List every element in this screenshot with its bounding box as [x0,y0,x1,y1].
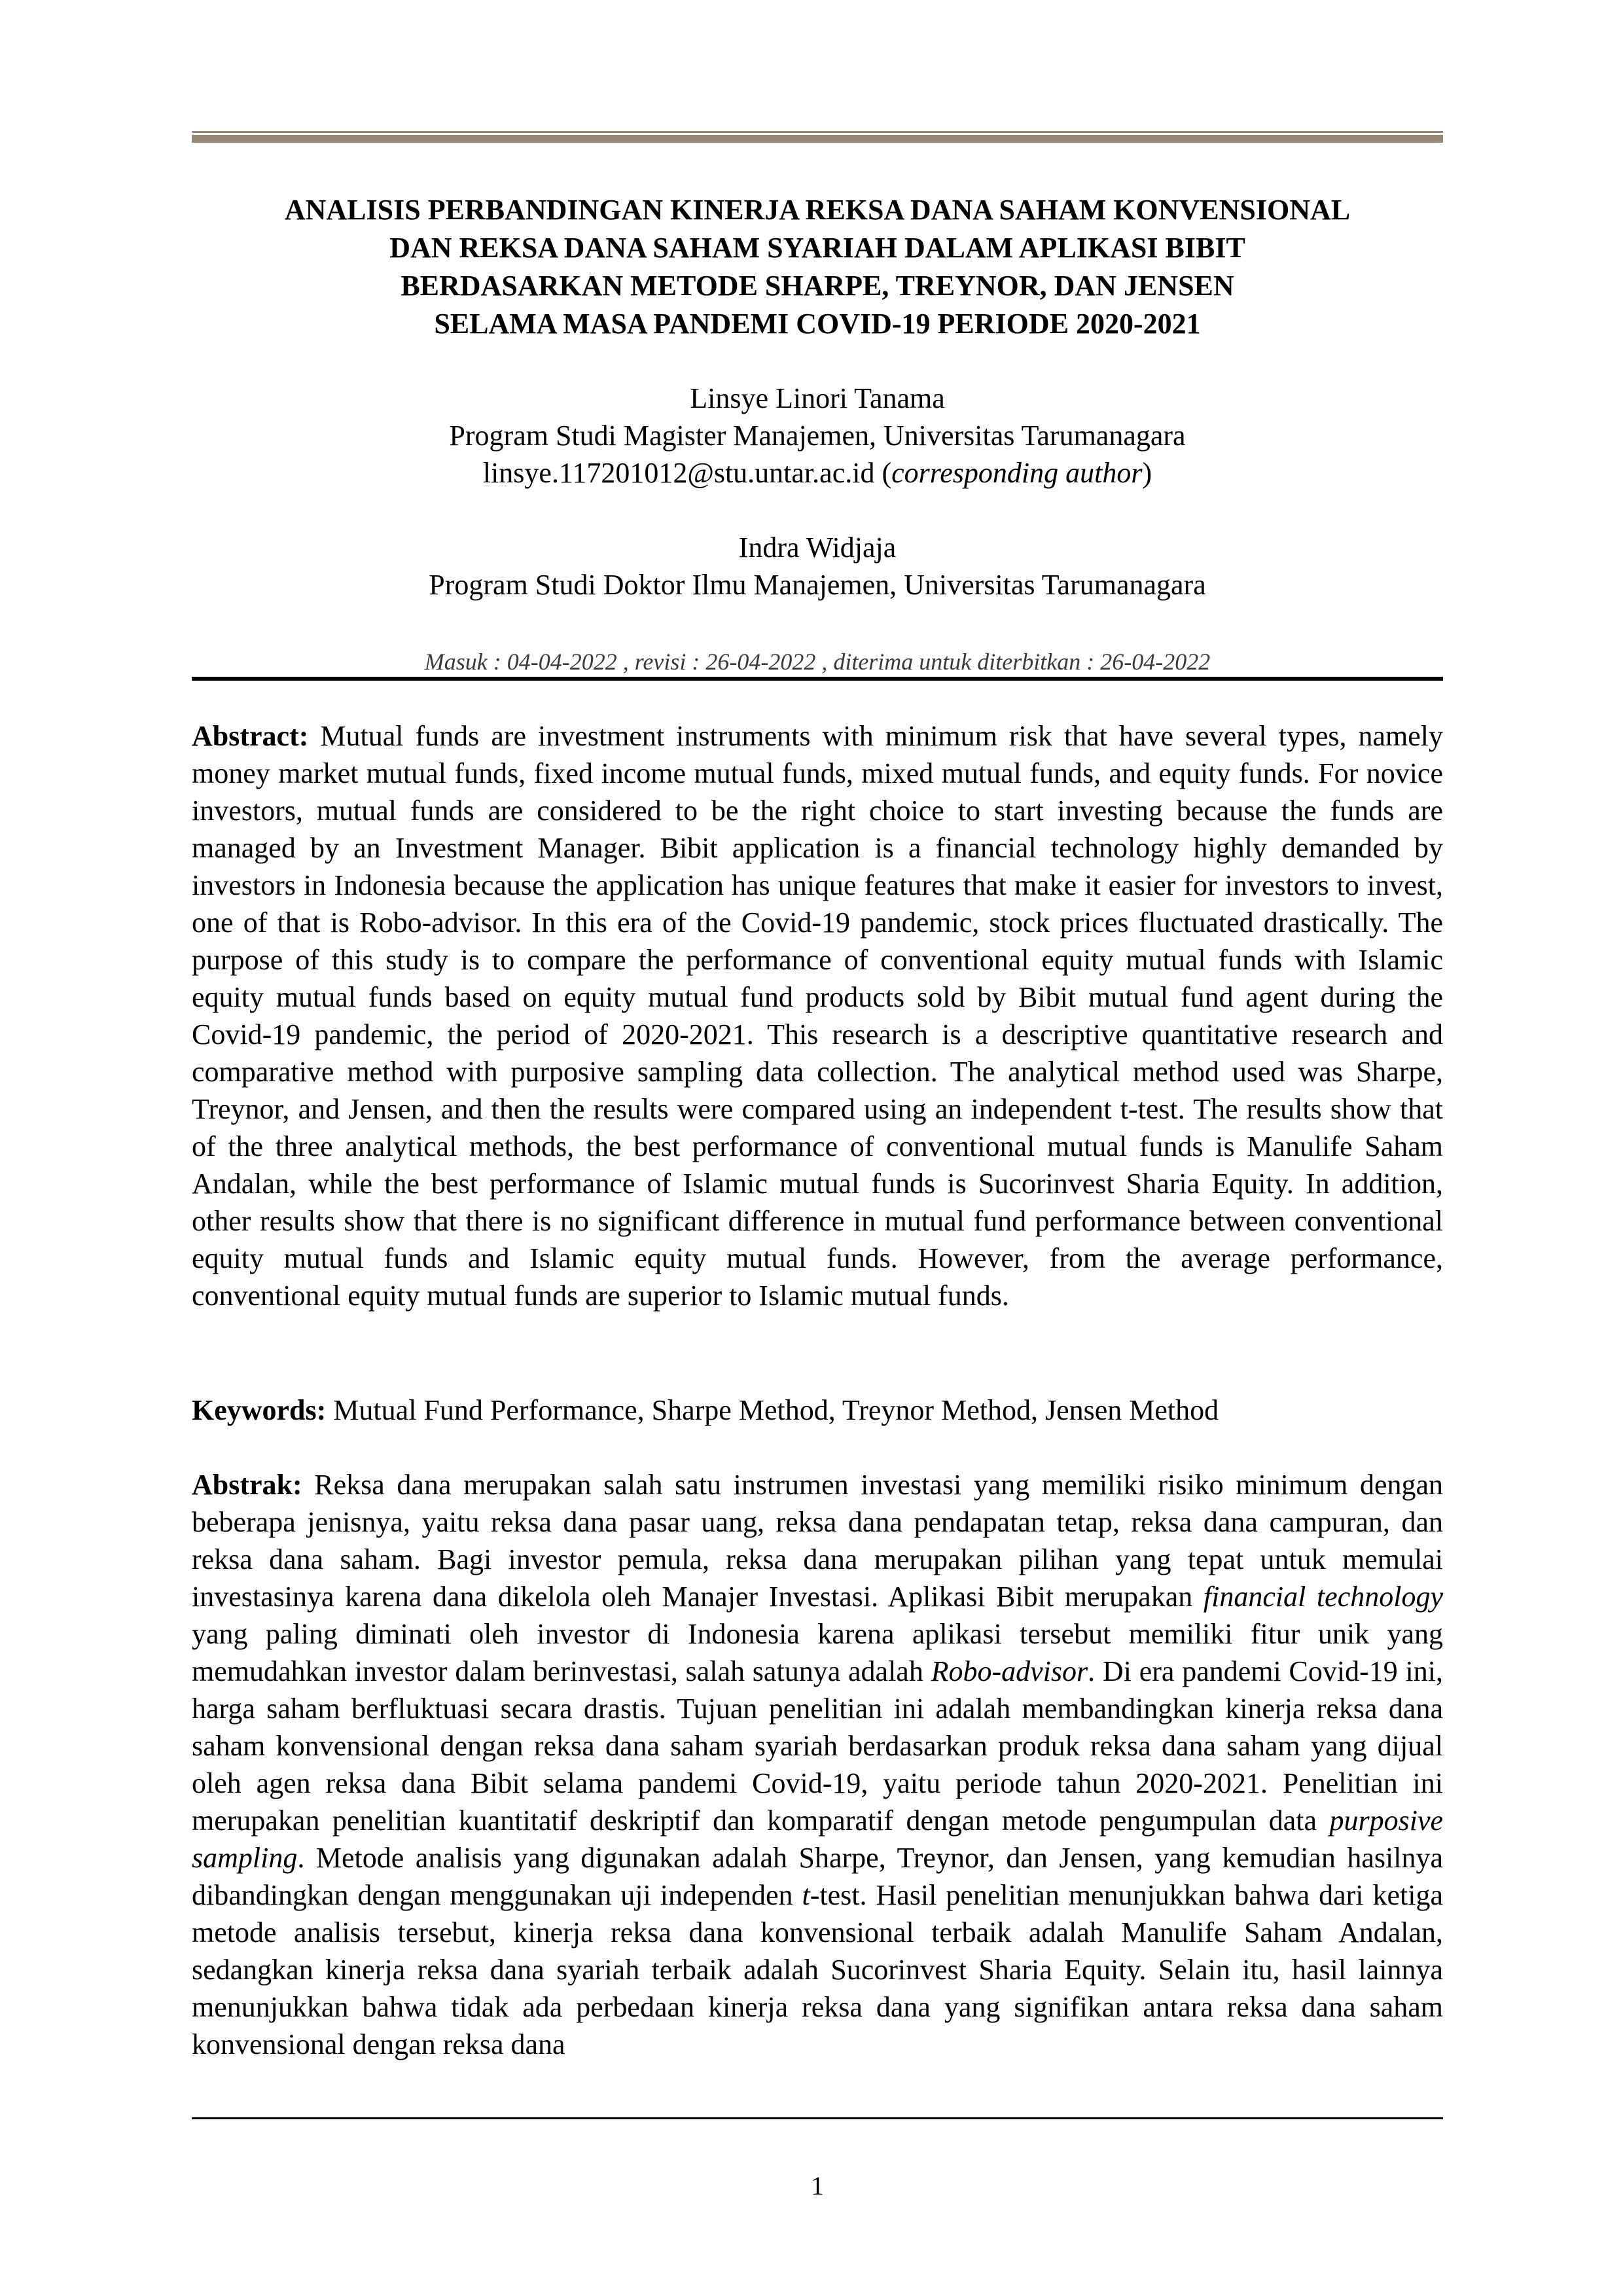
abstrak-italic-term: purposive sampling [192,1804,1443,1874]
paren-open: ( [874,457,892,489]
abstrak-text: yang paling diminati oleh investor di Indonesia karena aplikasi tersebut memiliki fitur unik yang memudahkan investor dalam berinvestasi, salah satunya adalah [192,1618,1443,1687]
abstrak-text: . Metode analisis yang digunakan adalah Sharpe, Treynor, dan Jensen, yang kemudian hasilnya dibandingkan dengan menggunakan uji independen [192,1842,1443,1911]
keywords [192,1391,1443,1429]
footer-rule [192,2117,1443,2119]
title-line: SELAMA MASA PANDEMI COVID-19 PERIODE 2020-2021 [434,308,1201,340]
abstract-text: Mutual funds are investment instruments with minimum risk that have several types, namely money market mutual funds, fixed income mutual funds, mixed mutual funds, and equity funds. For novice investors, mutual funds are considered to be the right choice to start investing because the funds are managed by an Investment Manager. Bibit application is a financial technology highly demanded by investors in Indonesia because the application has unique features that make it easier for investors to invest, one of that is Robo-advisor. In this era of the Covid-19 pandemic, stock prices fluctuated drastically. The purpose of this study is to compare the performance of conventional equity mutual funds with Islamic equity mutual funds based on equity mutual fund products sold by Bibit mutual fund agent during the Covid-19 pandemic, the period of 2020-2021. This research is a descriptive quantitative research and comparative method with purposive sampling data collection. The analytical method used was Sharpe, Treynor, and Jensen, and then the results were compared using an independent t-test. The results show that of the three analytical methods, the best performance of conventional mutual funds is Manulife Saham Andalan, while the best performance of Islamic mutual funds is Sucorinvest Sharia Equity. In addition, other results show that there is no significant difference in mutual fund performance between conventional equity mutual funds and Islamic equity mutual funds. However, from the average performance, conventional equity mutual funds are superior to Islamic mutual funds. [192,720,1443,1312]
keywords-text: Mutual Fund Performance, Sharpe Method, Treynor Method, Jensen Method [326,1394,1219,1426]
paren-close: ) [1142,457,1152,489]
header-separator-rule [192,677,1443,681]
author-affiliation: Program Studi Magister Manajemen, Universitas Tarumanagara [449,420,1186,452]
abstrak-italic-term: financial technology [1203,1581,1443,1613]
title-line: DAN REKSA DANA SAHAM SYARIAH DALAM APLIKASI BIBIT [389,232,1245,264]
abstrak-label: Abstrak: [192,1469,302,1501]
author-email-line [192,454,1443,492]
abstrak-italic-term: t [802,1879,810,1911]
author-block [192,380,1443,603]
header-rule-thin [192,131,1443,133]
abstract-english [192,717,1443,1314]
corresponding-author-note: corresponding author [891,457,1143,489]
abstrak-italic-term: Robo-advisor [931,1655,1088,1687]
title-line: ANALISIS PERBANDINGAN KINERJA REKSA DANA SAHAM KONVENSIONAL [284,194,1351,226]
paper-title [192,191,1443,343]
abstract-label: Abstract: [192,720,309,752]
abstract-indonesian [192,1466,1443,2063]
page-number: 1 [811,2171,824,2200]
abstrak-text: Reksa dana merupakan salah satu instrumen investasi yang memiliki risiko minimum dengan beberapa jenisnya, yaitu reksa dana pasar uang, reksa dana pendapatan tetap, reksa dana campuran, dan reksa dana saham. Bagi investor pemula, reksa dana merupakan pilihan yang tepat untuk memulai investasinya karena dana dikelola oleh Manajer Investasi. Aplikasi Bibit merupakan [192,1469,1443,1613]
paper-page [192,0,1443,2296]
keywords-label: Keywords: [192,1394,327,1426]
author-email[interactable]: linsye.117201012@stu.untar.ac.id [482,457,875,489]
author-spacer [192,492,1443,529]
abstrak-text: -test. Hasil penelitian menunjukkan bahwa dari ketiga metode analisis tersebut, kinerja reksa dana konvensional terbaik adalah Manulife Saham Andalan, sedangkan kinerja reksa dana syariah terbaik adalah Sucorinvest Sharia Equity. Selain itu, hasil lainnya menunjukkan bahwa tidak ada perbedaan kinerja reksa dana yang signifikan antara reksa dana saham konvensional dengan reksa dana [192,1879,1444,2060]
submission-dates: Masuk : 04-04-2022 , revisi : 26-04-2022 , diterima untuk diterbitkan : 26-04-2022 [424,649,1211,675]
author-name: Linsye Linori Tanama [690,382,945,414]
abstrak-text: . Di era pandemi Covid-19 ini, harga saham berfluktuasi secara drastis. Tujuan penelitian ini adalah membandingkan kinerja reksa dana saham konvensional dengan reksa dana saham syariah berdasarkan produk reksa dana saham yang dijual oleh agen reksa dana Bibit selama pandemi Covid-19, yaitu periode tahun 2020-2021. Penelitian ini merupakan penelitian kuantitatif deskriptif dan komparatif dengan metode pengumpulan data [192,1655,1443,1837]
author-affiliation: Program Studi Doktor Ilmu Manajemen, Universitas Tarumanagara [429,569,1206,601]
header-rule-thick [192,135,1443,143]
title-line: BERDASARKAN METODE SHARPE, TREYNOR, DAN JENSEN [401,270,1234,302]
author-name: Indra Widjaja [738,531,897,564]
